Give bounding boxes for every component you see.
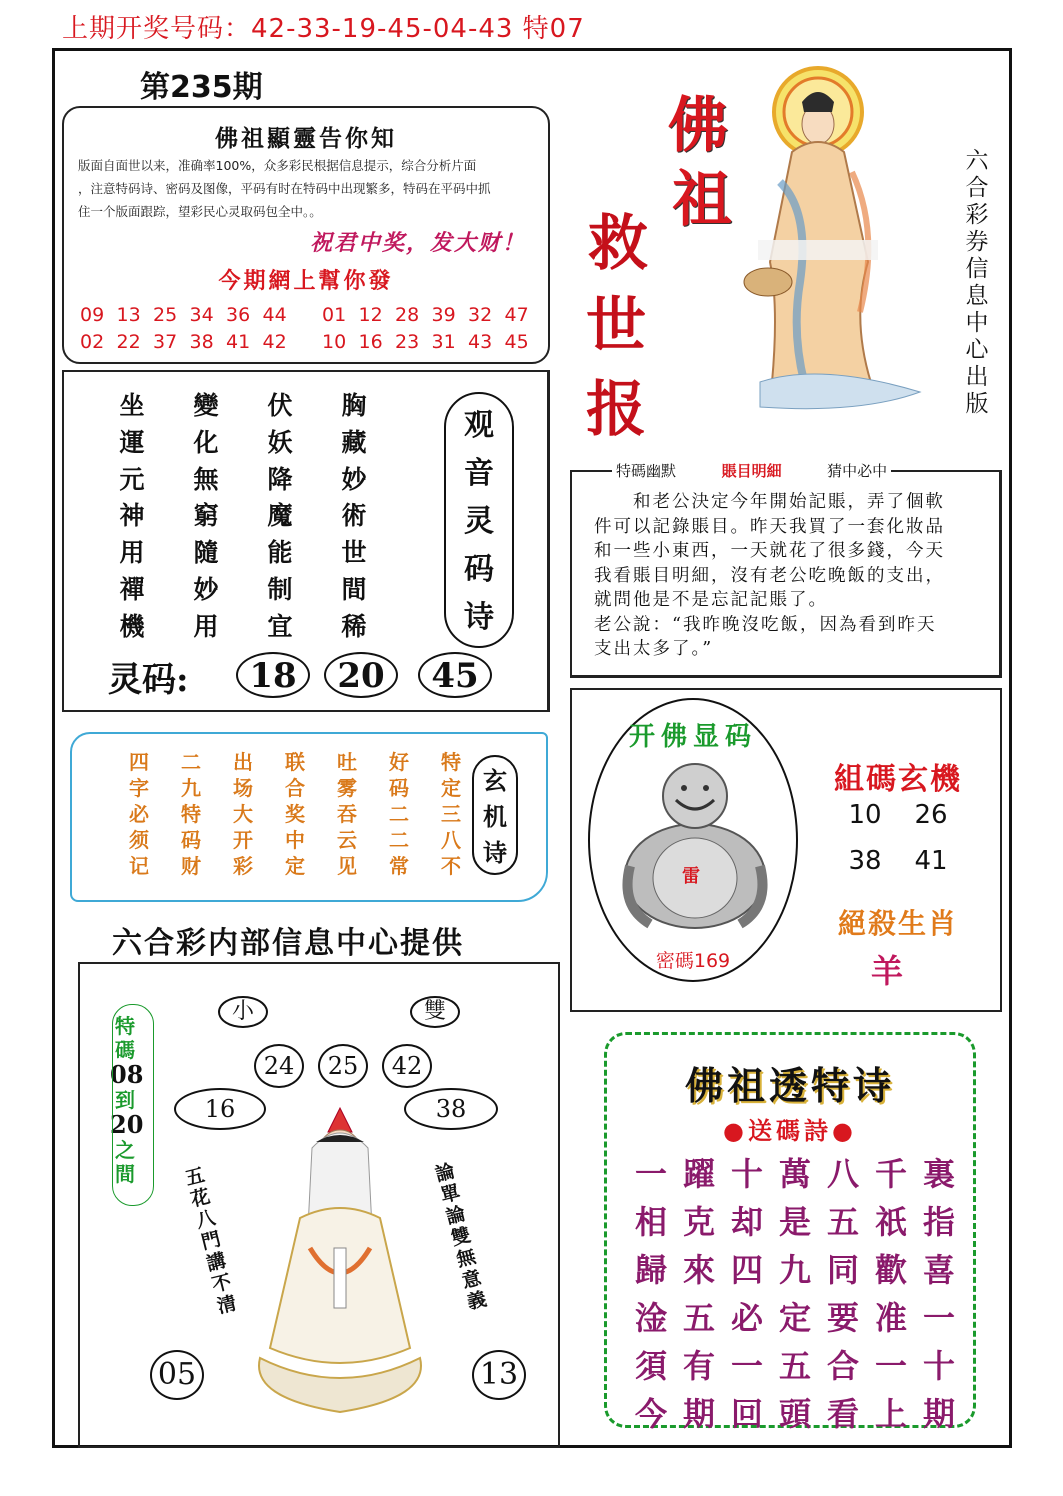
poem-char: 特 [181,802,201,826]
poem-char: 码 [389,776,409,800]
poem-char: 五 [682,1299,715,1337]
guanyin-poem-label [444,392,514,648]
tete-poem-box [604,1032,976,1433]
number: 01 [322,304,347,326]
poem-char: 云 [337,828,357,852]
poem-char: 见 [337,854,357,878]
kill-zodiac: 羊 [870,952,903,990]
poem-char: 今 [634,1395,667,1433]
label-char: 码 [464,552,494,587]
joke-line: 支出太多了。” [594,639,714,659]
joke-header-right: 猜中必中 [827,462,888,480]
bullet-icon: ● [723,1116,748,1145]
joke-text [594,490,987,662]
poem-char: 四 [730,1251,763,1289]
guanyin-standing-illustration [740,62,950,424]
combo-number: 41 [914,846,948,876]
side-char: 券 [965,229,989,255]
lingma-number: 45 [418,652,492,698]
verse-char: 五 [183,1163,207,1190]
hint-number: 16 [174,1088,266,1130]
label-char: 诗 [464,600,494,635]
number: 47 [504,304,529,326]
poem-column [280,746,310,876]
verse-char: 單 [438,1181,463,1208]
poem-char: 常 [389,854,409,878]
bullet-icon: ● [832,1116,857,1145]
poem-column [821,1149,865,1437]
poem-char: 伏 [267,391,293,420]
mystery-poem-label [472,755,518,875]
number: 32 [468,304,493,326]
combo-number: 26 [914,800,948,830]
poem-char: 同 [826,1251,859,1289]
poem-char: 期 [682,1395,715,1433]
poem-char: 大 [233,802,253,826]
number: 10 [322,331,347,353]
poem-char: 有 [682,1347,715,1385]
number: 36 [226,304,251,326]
poem-column [332,746,362,876]
poem-char: 藏 [341,427,367,457]
number: 42 [262,331,287,353]
buddha-center-char: 雷 [682,866,700,887]
joke-line: 就問他是不是忘記記賬了。 [594,590,828,610]
poem-column [112,386,152,644]
number: 44 [262,304,287,326]
poem-char: 二 [181,750,201,774]
buddha-arc-title: 开佛显码 [628,722,757,752]
notice-line: 住一个版面跟踪，望彩民心灵取码包全中。。 [78,204,322,219]
poem-char: 制 [267,574,293,604]
verse-char: 八 [193,1206,218,1233]
poem-char: 雾 [337,776,357,800]
poem-char: 特 [441,750,461,774]
notice-line: ，注意特码诗、密码及图像，平码有时在特码中出现繁多，特码在平码中抓 [78,181,491,196]
side-char: 合 [965,175,989,201]
poem-char: 十 [922,1347,955,1385]
number: 09 [80,304,105,326]
number: 31 [431,331,456,353]
poem-column [917,1149,961,1437]
verse-char: 花 [188,1185,213,1212]
poem-char: 定 [441,776,461,800]
poem-char: 術 [341,501,367,531]
poem-char: 十 [730,1155,763,1193]
number: 41 [226,331,251,353]
number: 39 [431,304,456,326]
joke-line: 件可以記錄賬目。昨天我買了一套化妝品 [594,516,945,537]
number: 43 [468,331,493,353]
poem-char: 一 [730,1347,763,1385]
poem-char: 須 [634,1347,667,1385]
poem-char: 三 [441,802,461,826]
numbers-right-row [322,304,541,326]
number: 34 [189,304,214,326]
poem-char: 神 [119,501,145,531]
poem-char: 八 [826,1155,859,1193]
poem-char: 指 [922,1203,955,1241]
secret-code: 密碼169 [655,950,731,972]
poem-column [260,386,300,644]
number: 28 [395,304,420,326]
number: 37 [153,331,178,353]
poem-char: 世 [341,538,367,568]
poem-char: 一 [922,1299,955,1337]
poem-char: 不 [441,854,461,878]
guanyin-poem-box [62,370,550,712]
kill-zodiac-title: 絕殺生肖 [837,907,958,940]
poem-char: 能 [267,538,293,568]
poem-char: 上 [874,1395,907,1433]
poem-char: 魔 [267,501,293,531]
poem-char: 宜 [267,611,293,641]
poem-char: 元 [119,464,145,494]
poem-char: 頭 [778,1395,811,1433]
verse-char: 義 [465,1288,489,1315]
poem-char: 窮 [193,501,219,531]
poem-char: 隨 [193,538,219,568]
buddha-box [570,688,1002,1012]
poem-column [436,746,466,876]
joke-line: 我看賬目明細，沒有老公吃晚飯的支出， [594,565,945,586]
poem-char: 喜 [922,1251,955,1289]
label-char: 灵 [464,504,494,539]
issue-number: 第235期 [140,70,263,105]
notice-body [78,154,534,223]
poem-char: 开 [233,828,253,852]
label-char: 观 [464,408,494,443]
joke-line: 老公說：“我昨晚沒吃飯，因為看到昨天 [594,614,937,635]
hint-number: 42 [382,1044,432,1088]
hint-number: 25 [318,1044,368,1088]
poem-char: 二 [389,802,409,826]
poem-char: 變 [193,391,219,420]
numbers-left-row [80,331,299,353]
poem-char: 機 [119,611,145,641]
poem-char: 淦 [634,1299,667,1337]
lingma-label: 灵码: [108,660,189,700]
poem-char: 彩 [233,854,253,878]
poem-column [725,1149,769,1437]
lingma-number: 18 [236,652,310,698]
poem-char: 間 [341,574,367,604]
poem-char: 场 [233,776,253,800]
tema-range-frame [112,1004,154,1206]
poem-char: 相 [634,1203,667,1241]
hint-number: 24 [254,1044,304,1088]
poem-char: 萬 [778,1155,811,1193]
poem-char: 奖 [285,802,305,826]
poem-char: 看 [826,1395,859,1433]
joke-header [612,460,891,481]
poem-column [677,1149,721,1437]
poem-char: 回 [730,1395,763,1433]
joke-header-title: 賬目明細 [721,462,782,480]
poem-char: 定 [285,854,305,878]
verse-char: 門 [199,1228,223,1254]
joke-line: 和一些小東西，一天就花了很多錢，今天 [594,541,945,561]
poem-column [869,1149,913,1437]
bottom-left-number: 05 [150,1350,204,1400]
number: 45 [504,331,529,353]
side-char: 六 [965,148,989,174]
poem-char: 五 [778,1347,811,1385]
notice-subtitle: 今期網上幫你發 [218,268,394,294]
poem-char: 准 [874,1299,907,1337]
hint-number: 38 [404,1088,498,1130]
poem-column [334,386,374,644]
title-sub-char: 救 [588,209,648,279]
label-char: 音 [464,456,494,491]
poem-char: 吐 [337,750,357,774]
verse-char: 論 [433,1159,457,1186]
poem-char: 出 [233,750,253,774]
poem-char: 五 [826,1203,859,1241]
poem-char: 裏 [922,1155,955,1193]
notice-box [62,106,550,364]
label-char: 玄 [483,766,507,795]
poem-char: 定 [778,1299,811,1337]
poem-char: 须 [129,828,149,852]
poem-column [228,746,258,876]
poem-char: 稀 [341,611,367,641]
label-char: 诗 [483,838,507,867]
poem-char: 來 [682,1251,715,1289]
tete-poem-title: 佛祖透特诗 [684,1063,895,1108]
poem-char: 好 [389,750,409,774]
poem-char: 歸 [634,1251,667,1289]
numbers-right-row [322,331,541,353]
number: 25 [153,304,178,326]
poem-column [629,1149,673,1437]
poem-char: 一 [874,1347,907,1385]
poem-char: 联 [285,750,305,774]
poem-char: 二 [389,828,409,852]
joke-header-left: 特碼幽默 [616,462,677,480]
title-char: 佛 [668,91,728,161]
side-char: 心 [965,337,989,363]
poem-char: 却 [730,1203,763,1241]
poem-column [384,746,414,876]
joke-line: 和老公決定今年開始記賬，弄了個軟 [594,492,945,512]
side-char: 信 [965,256,989,282]
poem-column [186,386,226,644]
right-verse [432,1160,491,1315]
poem-char: 祇 [874,1203,907,1241]
poem-char: 记 [129,854,149,878]
poem-char: 用 [119,538,145,568]
verse-char: 清 [215,1292,239,1319]
poem-char: 是 [778,1203,811,1241]
side-char: 出 [965,364,989,390]
poem-char: 運 [119,427,145,457]
verse-char: 無 [454,1245,479,1272]
poem-char: 妙 [341,464,367,494]
poem-char: 胸 [341,391,367,420]
verse-char: 不 [209,1270,234,1297]
poem-char: 字 [129,776,149,800]
poem-char: 化 [193,427,219,457]
side-char: 息 [965,283,989,309]
number: 22 [116,331,141,353]
poem-char: 用 [193,611,219,641]
combo-number: 38 [848,846,882,876]
poem-char: 妖 [267,427,293,457]
number: 13 [116,304,141,326]
joke-box [570,462,1002,678]
verse-char: 意 [459,1266,484,1293]
combo-title: 組碼玄機 [834,762,962,797]
lingma-number: 20 [324,652,398,698]
verse-char: 雙 [449,1224,473,1250]
poem-column [124,746,154,876]
poem-char: 中 [285,828,305,852]
notice-wish: 祝君中奖，发大财！ [309,230,526,256]
tete-poem-subtitle [607,1111,973,1146]
number: 38 [189,331,214,353]
poem-char: 無 [193,464,219,494]
poem-char: 四 [129,750,149,774]
side-char: 中 [965,310,989,336]
guanyin-seated-illustration [240,1098,440,1418]
tema-char: 碼 [115,1038,135,1062]
side-char: 版 [965,391,989,417]
poem-char: 躍 [682,1155,715,1193]
side-char: 彩 [965,202,989,228]
small-badge: 小 [218,996,268,1028]
number: 02 [80,331,105,353]
subtitle-text: 送碼詩 [748,1116,832,1145]
bottom-right-number: 13 [472,1350,526,1400]
poem-char: 妙 [193,574,219,604]
poem-char: 要 [826,1299,859,1337]
verse-char: 講 [204,1249,229,1276]
label-char: 机 [483,802,507,831]
poem-column [773,1149,817,1437]
guanyin-seated-box [78,962,560,1448]
poem-char: 合 [285,776,305,800]
poem-column [176,746,206,876]
laughing-buddha-illustration [610,756,780,932]
poem-char: 克 [682,1203,715,1241]
poem-char: 禪 [119,574,145,604]
tema-char: 之 [115,1138,135,1162]
tema-to: 20 [110,1110,144,1139]
tema-from: 08 [110,1060,144,1089]
provider-line: 六合彩内部信息中心提供 [112,926,464,961]
notice-title: 佛祖顯靈告你知 [215,125,397,152]
tema-char: 間 [115,1162,135,1186]
poem-char: 九 [181,776,201,800]
poem-char: 吞 [337,802,357,826]
title-sub-char: 报 [586,375,646,445]
publisher-vertical [962,148,992,418]
poem-char: 千 [874,1155,907,1193]
number: 16 [358,331,383,353]
poem-char: 必 [730,1299,763,1337]
poem-char: 九 [778,1251,811,1289]
poem-char: 坐 [119,391,145,420]
poem-char: 合 [826,1347,859,1385]
verse-char: 論 [443,1202,468,1229]
poem-char: 财 [181,854,201,878]
combo-number: 10 [848,800,882,830]
last-draw-result: 上期开奖号码：42-33-19-45-04-43 特07 [62,14,585,44]
poem-char: 降 [267,464,293,494]
notice-line: 版面自面世以来，准确率100%，众多彩民根据信息提示，综合分析片面 [78,158,477,173]
poem-char: 一 [634,1155,667,1193]
numbers-left-row [80,304,299,326]
tema-char: 特 [115,1014,135,1038]
poem-char: 期 [922,1395,955,1433]
double-badge: 雙 [410,996,460,1028]
title-char: 祖 [672,165,732,235]
poem-char: 歡 [874,1251,907,1289]
number: 12 [358,304,383,326]
title-sub-char: 世 [586,291,646,361]
poem-char: 必 [129,802,149,826]
poem-char: 八 [441,828,461,852]
tema-char: 到 [115,1088,135,1112]
buddha-oval [588,698,798,982]
poem-char: 码 [181,828,201,852]
left-verse [182,1164,241,1319]
number: 23 [395,331,420,353]
